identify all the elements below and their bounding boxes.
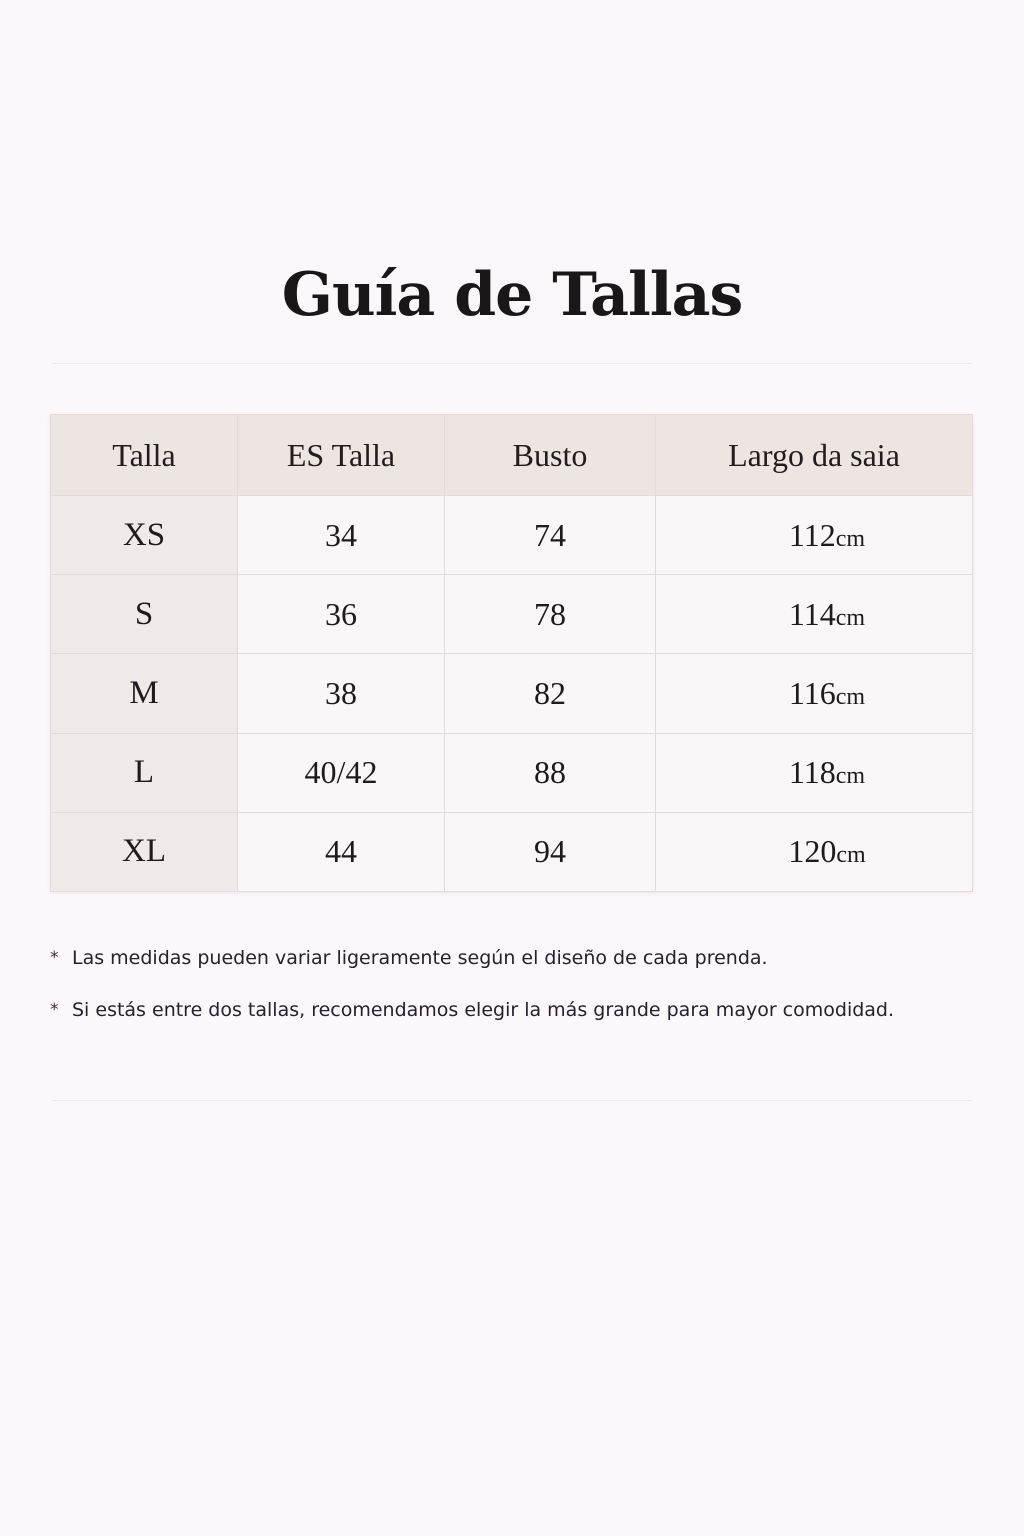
cell-es-talla: 34 (238, 496, 445, 575)
cell-largo (656, 496, 973, 575)
note-item (50, 940, 910, 976)
largo-unit: cm (836, 842, 866, 869)
cell-es-talla: 44 (238, 812, 445, 891)
largo-value: 114 (788, 595, 836, 632)
cell-talla: XS (51, 496, 238, 575)
cell-largo (656, 654, 973, 733)
table-row (51, 575, 973, 654)
cell-largo (656, 575, 973, 654)
asterisk-icon: * (50, 1000, 59, 1020)
cell-talla: XL (51, 812, 238, 891)
header-largo: Largo da saia (656, 415, 973, 496)
cell-largo (656, 733, 973, 812)
size-chart-table (50, 414, 973, 892)
largo-unit: cm (835, 683, 866, 710)
page-title: Guía de Tallas (281, 260, 743, 331)
header-es-talla: ES Talla (238, 415, 445, 496)
largo-value: 118 (788, 754, 836, 791)
bottom-divider (52, 1100, 972, 1101)
cell-es-talla: 40/42 (238, 733, 445, 812)
cell-busto: 78 (445, 575, 656, 654)
cell-es-talla: 36 (238, 575, 445, 654)
cell-busto: 82 (445, 654, 656, 733)
cell-talla: M (51, 654, 238, 733)
table-row (51, 733, 973, 812)
largo-unit: cm (835, 525, 866, 552)
asterisk-icon: * (50, 948, 59, 968)
cell-largo (656, 812, 973, 891)
largo-value: 116 (788, 674, 836, 711)
header-talla: Talla (51, 415, 238, 496)
cell-busto: 94 (445, 812, 656, 891)
cell-es-talla: 38 (238, 654, 445, 733)
table-header-row (51, 415, 973, 496)
largo-value: 120 (788, 833, 837, 870)
note-text: Si estás entre dos tallas, recomendamos elegir la más grande para mayor comodidad. (72, 999, 895, 1021)
header-busto: Busto (445, 415, 656, 496)
table-row (51, 812, 973, 891)
cell-busto: 74 (445, 496, 656, 575)
top-divider (52, 363, 972, 364)
largo-value: 112 (788, 516, 836, 553)
largo-unit: cm (835, 763, 866, 790)
table-row (51, 654, 973, 733)
note-text: Las medidas pueden variar ligeramente según el diseño de cada prenda. (72, 947, 768, 969)
cell-talla: S (51, 575, 238, 654)
size-notes (50, 940, 910, 1044)
table-row (51, 496, 973, 575)
cell-talla: L (51, 733, 238, 812)
cell-busto: 88 (445, 733, 656, 812)
largo-unit: cm (835, 604, 866, 631)
note-item (50, 992, 910, 1028)
